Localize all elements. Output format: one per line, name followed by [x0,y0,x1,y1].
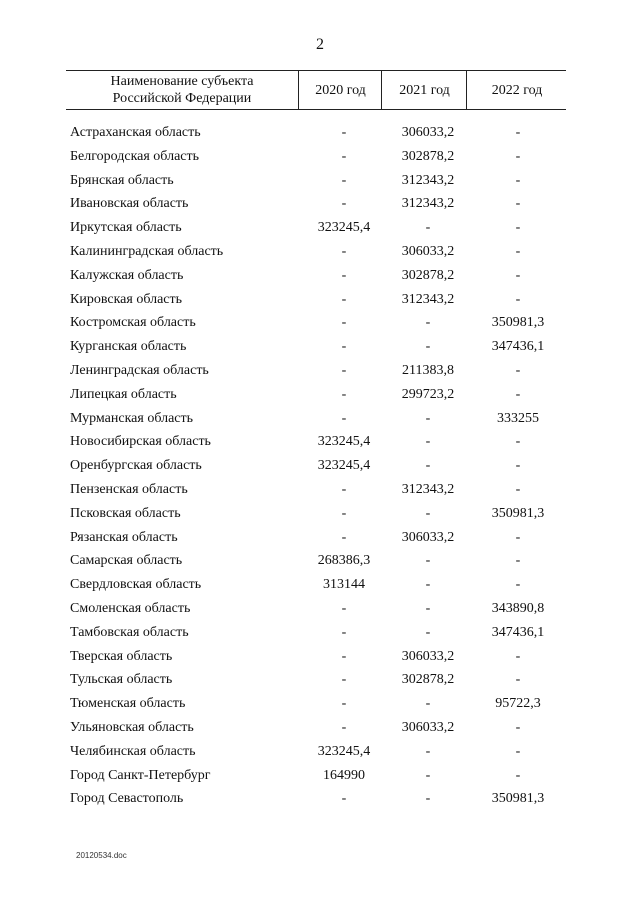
value-2020: - [341,505,347,521]
value-2020: - [341,291,347,307]
table-row [0,597,640,621]
header-year-2022: 2022 год [466,71,567,109]
value-2022: - [515,458,521,474]
subject-name: Тульская область [70,672,173,688]
table-row [0,264,640,288]
table-row [0,145,640,169]
subject-name: Калужская область [70,267,184,283]
value-2022: - [515,672,521,688]
table-row [0,454,640,478]
value-2021: 312343,2 [401,172,455,188]
table-row [0,430,640,454]
subject-name: Астраханская область [70,125,201,140]
subject-name: Ленинградская область [70,362,209,378]
subject-name: Иркутская область [70,220,182,236]
value-2020: 323245,4 [317,434,371,450]
table-row [0,787,640,811]
value-2021: - [425,624,431,640]
value-2020: 164990 [323,767,365,783]
table-row [0,407,640,431]
value-2021: - [425,791,431,807]
value-2022: - [515,481,521,497]
value-2022: - [515,648,521,664]
table-row [0,121,640,145]
value-2021: - [425,339,431,355]
value-2021: 302878,2 [401,148,455,164]
table-row [0,668,640,692]
value-2022: 343890,8 [491,600,545,616]
value-2020: 323245,4 [317,743,371,759]
value-2021: 302878,2 [401,672,455,688]
subject-name: Ивановская область [70,196,189,212]
value-2020: - [341,339,347,355]
subject-name: Липецкая область [70,386,177,402]
value-2020: 323245,4 [317,458,371,474]
value-2022: 347436,1 [491,339,545,355]
subject-name: Тамбовская область [70,624,189,640]
value-2020: - [341,172,347,188]
subject-name: Город Севастополь [70,791,184,807]
subject-name: Кировская область [70,291,183,307]
subject-name: Город Санкт-Петербург [70,767,211,783]
value-2022: - [515,529,521,545]
table-row [0,692,640,716]
table-body [0,121,640,811]
subject-name: Новосибирская область [70,434,211,450]
value-2021: 312343,2 [401,291,455,307]
subject-name: Костромская область [70,315,196,331]
value-2021: - [425,553,431,569]
subject-name: Брянская область [70,172,174,188]
value-2022: 347436,1 [491,624,545,640]
value-2021: 306033,2 [401,243,455,259]
value-2022: - [515,719,521,735]
value-2021: - [425,577,431,593]
table-row [0,502,640,526]
value-2021: - [425,434,431,450]
value-2022: - [515,196,521,212]
value-2022: - [515,291,521,307]
subject-name: Челябинская область [70,743,196,759]
table-row [0,478,640,502]
value-2021: - [425,767,431,783]
header-subject-name-line1: Наименование субъекта [110,74,254,89]
page-number: 2 [316,36,324,53]
value-2022: - [515,767,521,783]
table-row [0,240,640,264]
subject-name: Свердловская область [70,577,202,593]
value-2021: - [425,410,431,426]
table-row [0,311,640,335]
value-2020: - [341,696,347,712]
value-2020: - [341,148,347,164]
value-2020: - [341,624,347,640]
value-2020: - [341,410,347,426]
value-2020: 268386,3 [317,553,371,569]
table-row [0,359,640,383]
value-2020: - [341,672,347,688]
value-2020: - [341,125,347,140]
value-2020: 323245,4 [317,220,371,236]
table-row [0,573,640,597]
value-2022: 350981,3 [491,791,545,807]
value-2021: - [425,696,431,712]
value-2021: - [425,600,431,616]
table-row [0,192,640,216]
value-2021: - [425,505,431,521]
value-2020: - [341,791,347,807]
value-2020: - [341,648,347,664]
header-year-2021: 2021 год [381,71,467,109]
subject-name: Тюменская область [70,696,186,712]
table-row [0,288,640,312]
value-2020: - [341,196,347,212]
subject-name: Самарская область [70,553,183,569]
value-2021: 306033,2 [401,719,455,735]
value-2021: 306033,2 [401,125,455,140]
value-2021: 306033,2 [401,648,455,664]
subject-name: Мурманская область [70,410,194,426]
value-2022: - [515,172,521,188]
value-2021: 312343,2 [401,481,455,497]
value-2021: 211383,8 [402,362,454,378]
subject-name: Тверская область [70,648,173,664]
table-row [0,740,640,764]
value-2022: - [515,743,521,759]
document-filename: 20120534.doc [76,851,127,860]
subject-name: Курганская область [70,339,187,355]
value-2021: - [425,315,431,331]
header-subject-name-line2: Российской Федерации [112,91,252,106]
header-subject-name [66,71,298,109]
value-2020: - [341,243,347,259]
value-2021: 302878,2 [401,267,455,283]
table-row [0,216,640,240]
subject-name: Калининградская область [70,243,224,259]
subject-name: Рязанская область [70,529,178,545]
value-2022: 350981,3 [491,505,545,521]
value-2022: - [515,267,521,283]
table-row [0,549,640,573]
value-2022: - [515,362,521,378]
value-2022: - [515,125,521,140]
subject-name: Белгородская область [70,148,200,164]
subject-name: Ульяновская область [70,719,194,735]
value-2020: - [341,386,347,402]
value-2021: - [425,220,431,236]
value-2020: - [341,362,347,378]
value-2020: - [341,267,347,283]
value-2022: 350981,3 [491,315,545,331]
value-2020: - [341,481,347,497]
value-2021: 299723,2 [401,386,455,402]
value-2020: 313144 [323,577,365,593]
value-2020: - [341,315,347,331]
subject-name: Пензенская область [70,481,188,497]
table-row [0,383,640,407]
value-2022: - [515,243,521,259]
table-row [0,764,640,788]
value-2021: 312343,2 [401,196,455,212]
value-2022: - [515,577,521,593]
table-row [0,645,640,669]
value-2022: - [515,220,521,236]
value-2020: - [341,600,347,616]
value-2022: - [515,434,521,450]
value-2021: - [425,743,431,759]
table-row [0,526,640,550]
value-2020: - [341,719,347,735]
table-row [0,621,640,645]
value-2022: - [515,553,521,569]
value-2022: - [515,386,521,402]
table-row [0,169,640,193]
value-2022: 333255 [497,410,539,426]
subject-name: Оренбургская область [70,458,202,474]
table-row [0,716,640,740]
table-header [66,70,566,110]
subject-name: Смоленская область [70,600,191,616]
value-2021: - [425,458,431,474]
header-year-2020: 2020 год [298,71,382,109]
value-2022: - [515,148,521,164]
value-2020: - [341,529,347,545]
table-row [0,335,640,359]
value-2021: 306033,2 [401,529,455,545]
subject-name: Псковская область [70,505,181,521]
value-2022: 95722,3 [495,696,541,712]
